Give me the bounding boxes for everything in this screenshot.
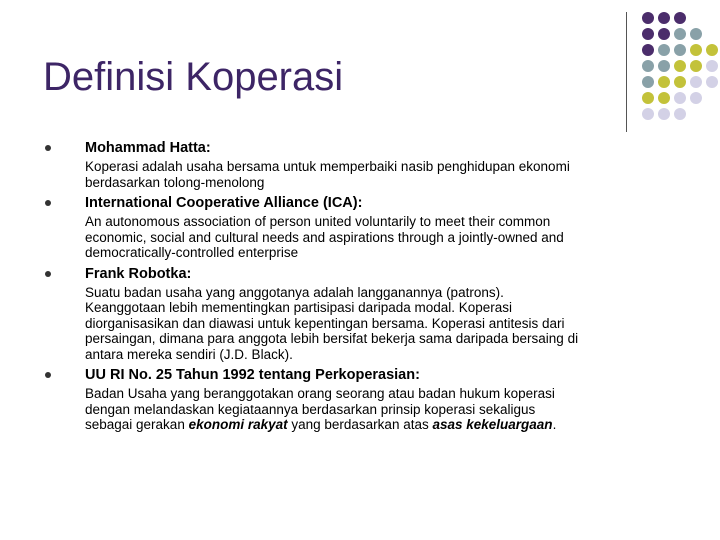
- bullet-icon: [45, 372, 51, 378]
- item-heading: International Cooperative Alliance (ICA):: [85, 195, 363, 211]
- item-body: [85, 386, 685, 433]
- item-body: [85, 214, 685, 261]
- dot-purple: [642, 12, 654, 24]
- list-item: [0, 265, 685, 363]
- dot-yellow: [706, 44, 718, 56]
- dot-lavender: [642, 108, 654, 120]
- text-run: sebagai gerakan: [85, 417, 189, 432]
- dot-teal: [642, 60, 654, 72]
- dot-teal: [674, 44, 686, 56]
- text-run: .: [552, 417, 557, 432]
- dot-lavender: [706, 60, 718, 72]
- dot-teal: [658, 60, 670, 72]
- dot-lavender: [706, 76, 718, 88]
- bullet-icon: [45, 145, 51, 151]
- dot-yellow: [658, 76, 670, 88]
- dot-lavender: [690, 76, 702, 88]
- dot-lavender: [690, 92, 702, 104]
- dot-yellow: [690, 44, 702, 56]
- emphasis-text: asas kekeluargaan: [432, 417, 553, 432]
- body-line: berdasarkan tolong-menolong: [85, 174, 265, 190]
- vertical-divider: [626, 12, 627, 132]
- text-run: yang berdasarkan atas: [287, 417, 433, 432]
- item-body: [85, 159, 685, 190]
- body-line: antara mereka sendiri (J.D. Black).: [85, 346, 293, 362]
- dot-yellow: [674, 76, 686, 88]
- emphasis-text: ekonomi rakyat: [188, 417, 288, 432]
- definition-list: [0, 139, 720, 437]
- list-item: [0, 139, 685, 190]
- dot-purple: [658, 12, 670, 24]
- body-line: persaingan, dimana para anggota lebih bersifat bekerja sama daripada bersaing di: [85, 331, 579, 346]
- body-line-last: [85, 417, 556, 432]
- item-heading: Frank Robotka:: [85, 265, 192, 282]
- dot-yellow: [674, 60, 686, 72]
- dot-teal: [690, 28, 702, 40]
- dot-yellow: [642, 92, 654, 104]
- list-item: [0, 366, 685, 433]
- dot-teal: [674, 28, 686, 40]
- dot-teal: [642, 76, 654, 88]
- slide-title: Definisi Koperasi: [43, 55, 344, 99]
- bullet-icon: [45, 200, 51, 206]
- dot-lavender: [658, 108, 670, 120]
- body-line: Koperasi adalah usaha bersama untuk memperbaiki nasib penghidupan ekonomi: [85, 159, 570, 174]
- dot-purple: [658, 28, 670, 40]
- dot-lavender: [674, 108, 686, 120]
- item-heading: UU RI No. 25 Tahun 1992 tentang Perkoperasian:: [85, 367, 420, 383]
- dot-purple: [642, 28, 654, 40]
- dot-purple: [642, 44, 654, 56]
- dot-lavender: [674, 92, 686, 104]
- body-line: Keanggotaan lebih mementingkan partisipasi daripada modal. Koperasi: [85, 300, 513, 315]
- list-item: [0, 194, 685, 261]
- body-line: Badan Usaha yang beranggotakan orang seorang atau badan hukum koperasi: [85, 386, 555, 401]
- body-line: An autonomous association of person united voluntarily to meet their common: [85, 214, 551, 229]
- dot-purple: [674, 12, 686, 24]
- body-line: Suatu badan usaha yang anggotanya adalah langganannya (patrons).: [85, 284, 504, 300]
- body-line: dengan melandaskan kegiataannya berdasarkan prinsip koperasi sekaligus: [85, 401, 536, 417]
- dot-teal: [658, 44, 670, 56]
- dot-yellow: [658, 92, 670, 104]
- body-line: democratically-controlled enterprise: [85, 245, 299, 260]
- dot-yellow: [690, 60, 702, 72]
- item-heading: Mohammad Hatta:: [85, 140, 211, 156]
- body-line: diorganisasikan dan diawasi untuk kepentingan bersama. Koperasi antitesis dari: [85, 315, 565, 331]
- bullet-icon: [45, 271, 51, 277]
- body-line: economic, social and cultural needs and aspirations through a jointly-owned and: [85, 229, 564, 245]
- item-body: [85, 285, 685, 363]
